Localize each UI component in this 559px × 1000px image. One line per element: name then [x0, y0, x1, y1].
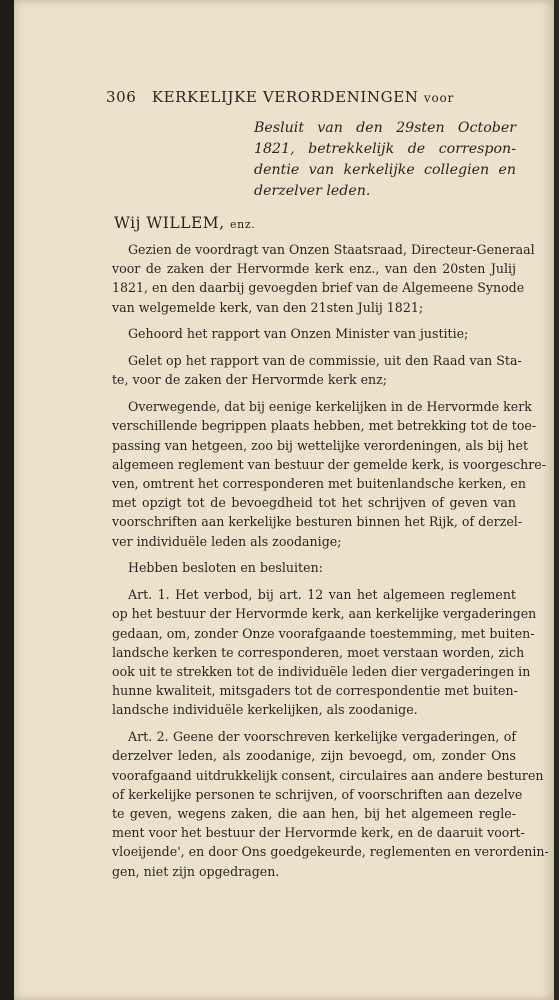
running-title: KERKELIJKE VERORDENINGEN: [151, 88, 419, 106]
opening-enz: enz.: [230, 218, 256, 231]
text-line: voorschriften aan kerkelijke besturen binnen het Rijk, of derzel-: [112, 514, 523, 530]
text-line: Hebben besloten en besluiten:: [128, 560, 323, 576]
text-line: op het bestuur der Hervormde kerk, aan kerkelijke vergaderingen: [112, 606, 537, 622]
paragraph-gelet: [112, 351, 522, 389]
text-line: gen, niet zijn opgedragen.: [112, 863, 280, 879]
text-line: of kerkelijke personen te schrijven, of voorschriften aan dezelve: [112, 786, 523, 802]
text-line: ment voor het bestuur der Hervormde kerk, en de daaruit voort-: [112, 825, 525, 841]
paragraph-gezien: [112, 240, 535, 317]
text-line: verschillende begrippen plaats hebben, met betrekking tot de toe-: [112, 418, 537, 434]
text-line: vloeijende', en door Ons goedgekeurde, reglementen en verordenin-: [112, 844, 549, 860]
text-line: te geven, wegens zaken, die aan hen, bij het algemeen regle-: [112, 806, 516, 822]
paragraph-gehoord: [112, 324, 516, 343]
text-line: Gezien de voordragt van Onzen Staatsraad, Directeur-Generaal: [128, 242, 535, 257]
opening-name: Wij WILLEM,: [114, 214, 225, 232]
text-line: Gelet op het rapport van de commissie, uit den Raad van Sta-: [128, 353, 522, 369]
paragraph-hebben: [112, 558, 516, 577]
besluit-title-line: dentie van kerkelijke collegien en: [254, 162, 516, 178]
paragraph-art-1: [112, 585, 537, 719]
decree-body: [112, 240, 549, 888]
page-number: 306: [106, 88, 137, 106]
text-line: voorafgaand uitdrukkelijk consent, circulaires aan andere besturen: [112, 767, 544, 783]
text-line: 1821, en den daarbij gevoegden brief van de Algemeene Synode: [112, 280, 525, 296]
text-line: Overwegende, dat bij eenige kerkelijken in de Hervormde kerk: [128, 399, 532, 415]
text-line: Art. 1. Het verbod, bij art. 12 van het algemeen reglement: [128, 587, 516, 603]
text-line: te, voor de zaken der Hervormde kerk enz;: [112, 372, 388, 388]
text-line: Art. 2. Geene der voorschreven kerkelijke vergaderingen, of: [128, 729, 516, 745]
running-header: [106, 88, 516, 106]
text-line: voor de zaken der Hervormde kerk enz., van den 20sten Julij: [112, 261, 516, 277]
text-line: met opzigt tot de bevoegdheid tot het schrijven of geven van: [112, 495, 516, 511]
running-title-suffix: voor: [423, 91, 455, 105]
besluit-title: [254, 118, 516, 202]
text-line: passing van hetgeen, zoo bij wettelijke verordeningen, als bij het: [112, 437, 529, 453]
text-line: ook uit te strekken tot de individuële leden dier vergaderingen in: [112, 664, 531, 680]
paragraph-overwegende: [112, 397, 547, 551]
text-line: derzelver leden, als zoodanige, zijn bevoegd, om, zonder Ons: [112, 748, 516, 764]
opening-formula: [114, 214, 255, 232]
text-line: landsche kerken te corresponderen, moet verstaan worden, zich: [112, 644, 525, 660]
besluit-title-line: derzelver leden.: [254, 183, 371, 199]
text-line: landsche individuële kerkelijken, als zoodanige.: [112, 702, 418, 718]
text-line: algemeen reglement van bestuur der gemelde kerk, is voorgeschre-: [112, 456, 547, 472]
besluit-title-line: Besluit van den 29sten October: [254, 120, 516, 136]
besluit-title-line: 1821, betrekkelijk de correspon-: [254, 141, 516, 157]
text-line: hunne kwaliteit, mitsgaders tot de correspondentie met buiten-: [112, 683, 518, 699]
book-gutter: [0, 0, 14, 1000]
paragraph-art-2: [112, 727, 549, 881]
text-line: Gehoord het rapport van Onzen Minister van justitie;: [128, 326, 469, 342]
text-line: gedaan, om, zonder Onze voorafgaande toestemming, met buiten-: [112, 625, 535, 641]
text-line: ven, omtrent het corresponderen met buitenlandsche kerken, en: [112, 476, 526, 492]
text-line: van welgemelde kerk, van den 21sten Julij 1821;: [112, 299, 424, 315]
text-line: ver individuële leden als zoodanige;: [112, 533, 342, 549]
